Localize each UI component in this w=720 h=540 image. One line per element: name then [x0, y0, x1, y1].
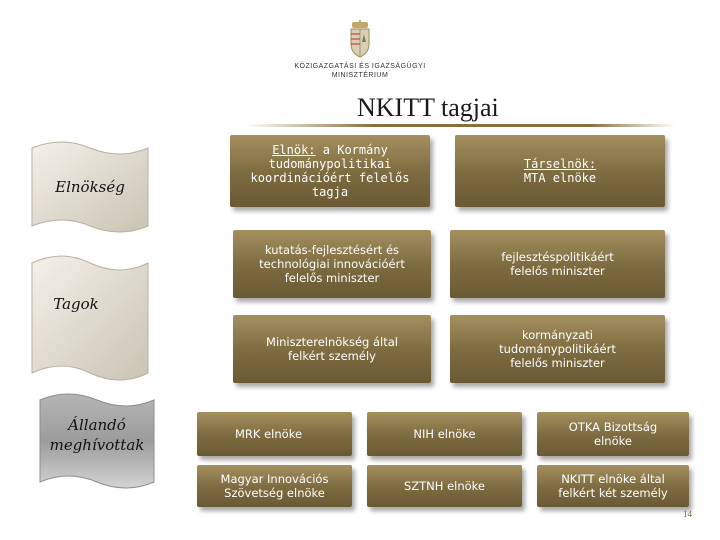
- coat-of-arms-icon: [348, 20, 372, 58]
- page-number: 14: [683, 509, 692, 519]
- tagok-box-miniszterelnokseg-text: Miniszterelnökség által felkért személy: [266, 335, 398, 363]
- allando-box-sztnh-text: SZTNH elnöke: [403, 479, 486, 493]
- banner-elnokseg: [30, 140, 150, 235]
- tagok-box-fejlesztes: [450, 230, 665, 298]
- allando-box-innovacio: [197, 465, 352, 507]
- tagok-box-kutatas-text: kutatás-fejlesztésért és technológiai innovációért felelős miniszter: [259, 243, 405, 285]
- allando-box-nih-text: NIH elnöke: [413, 427, 476, 441]
- page-title: NKITT tagjai: [357, 93, 499, 122]
- elnok-box: [230, 135, 430, 207]
- banner-tagok-shape: [30, 253, 150, 383]
- allando-box-mrk: [197, 412, 352, 456]
- banner-allando-label-line2: meghívottak: [49, 436, 145, 454]
- banner-tagok-label: Tagok: [53, 295, 99, 313]
- tagok-box-tudomanypolitika-text: kormányzati tudománypolitikáért felelős miniszter: [499, 328, 616, 370]
- tarselnok-text: MTA elnöke: [523, 171, 597, 185]
- tarselnok-box-content: [524, 157, 596, 185]
- tagok-box-fejlesztes-text: fejlesztéspolitikáért felelős miniszter: [501, 250, 614, 278]
- allando-box-sztnh: [367, 465, 522, 507]
- logo-text-line1: KÖZIGAZGATÁSI ÉS IGAZSÁGÜGYI: [294, 63, 426, 70]
- ministry-logo: [290, 20, 430, 80]
- tarselnok-label: Társelnök:: [523, 157, 597, 171]
- allando-box-otka: [537, 412, 689, 456]
- tarselnok-box: [455, 135, 665, 207]
- allando-box-innovacio-text: Magyar Innovációs Szövetség elnöke: [220, 472, 329, 500]
- tagok-box-tudomanypolitika: [450, 315, 665, 383]
- elnok-text: a Kormány tudománypolitikai koordinációért felelős tagja: [250, 143, 410, 199]
- banner-allando: [38, 392, 156, 492]
- logo-text-line2: MINISZTÉRIUM: [331, 72, 389, 79]
- banner-allando-label-line1: Állandó: [68, 416, 126, 434]
- title-divider: [245, 124, 675, 127]
- tagok-box-kutatas: [233, 230, 431, 298]
- allando-box-nkitt-text: NKITT elnöke által felkért két személy: [558, 472, 668, 500]
- tagok-box-miniszterelnokseg: [233, 315, 431, 383]
- elnok-box-content: [230, 143, 430, 199]
- allando-box-mrk-text: MRK elnöke: [235, 427, 303, 441]
- banner-elnokseg-label: Elnökség: [55, 178, 125, 196]
- allando-box-nih: [367, 412, 522, 456]
- elnok-label: Elnök:: [272, 143, 316, 157]
- banner-tagok: [30, 253, 150, 383]
- allando-box-otka-text: OTKA Bizottság elnöke: [568, 420, 658, 448]
- allando-box-nkitt: [537, 465, 689, 507]
